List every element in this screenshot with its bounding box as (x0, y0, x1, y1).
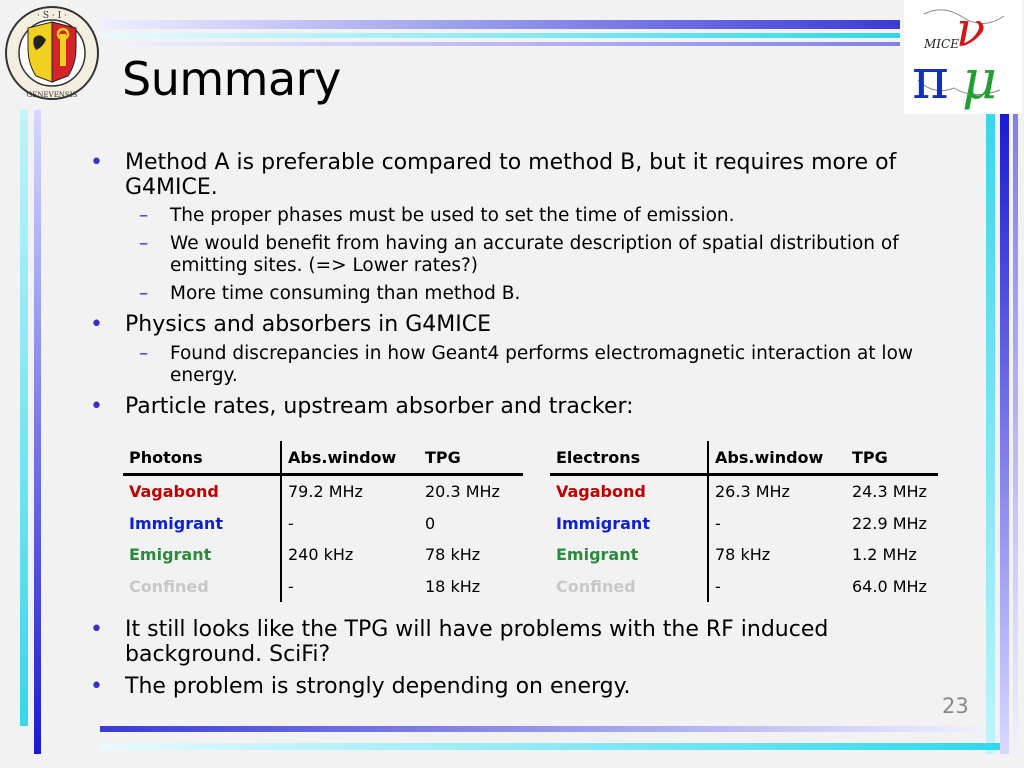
sub-bullet-text: We would benefit from having an accurate description of spatial distribution of emitting sites. (=> Lower rates?) (170, 233, 899, 276)
dash-icon: – (139, 233, 149, 254)
sub-bullet-item (90, 233, 950, 277)
svg-text:GENEVENSIS: GENEVENSIS (26, 91, 78, 99)
bullet-item (90, 674, 950, 699)
sub-bullet-item (90, 343, 950, 387)
table-cell: - (715, 513, 721, 533)
table-row (550, 508, 938, 540)
table-cell: 79.2 MHz (288, 482, 363, 502)
particle-class-label: Confined (550, 571, 708, 603)
bullet-icon: • (90, 617, 103, 642)
right-vertical-bar-3 (1013, 114, 1018, 754)
svg-text:π: π (912, 47, 949, 112)
photons-rates-table (123, 441, 523, 602)
particle-class-label: Vagabond (123, 475, 281, 508)
table-cell: - (288, 513, 294, 533)
bullet-text: Particle rates, upstream absorber and tracker: (125, 394, 634, 419)
table-cell: 24.3 MHz (852, 482, 927, 502)
bullet-item (90, 150, 950, 200)
table-cell: - (288, 576, 294, 596)
right-vertical-bar-2 (1000, 114, 1009, 754)
bullet-icon: • (90, 150, 103, 175)
table-row (550, 571, 938, 603)
bullet-icon: • (90, 674, 103, 699)
top-gradient-bar-2 (100, 33, 900, 38)
table-cell: - (715, 576, 721, 596)
page-number: 23 (942, 694, 969, 718)
left-vertical-bar-1 (20, 110, 28, 726)
table-header-row (550, 441, 938, 475)
table-cell: 0 (425, 513, 436, 533)
bottom-gradient-bar-1 (100, 726, 980, 732)
svg-text:· S · I ·: · S · I · (37, 11, 67, 21)
table-cell: 26.3 MHz (715, 482, 790, 502)
svg-text:ν: ν (956, 2, 986, 58)
bullet-list-lower (90, 617, 950, 699)
table-cell: 240 kHz (288, 545, 354, 565)
top-gradient-bar-3 (120, 42, 900, 46)
top-gradient-bar-1 (100, 20, 900, 29)
bullet-icon: • (90, 394, 103, 419)
bullet-item (90, 312, 950, 337)
bullet-list-upper (90, 150, 950, 419)
bullet-item (90, 394, 950, 419)
left-vertical-bar-2 (34, 110, 41, 754)
table-header-row (123, 441, 523, 475)
table-cell: 20.3 MHz (425, 482, 500, 502)
svg-text:μ: μ (962, 48, 998, 111)
table-cell: 1.2 MHz (852, 545, 917, 565)
svg-text:MICE: MICE (924, 37, 959, 51)
table-cell: 18 kHz (425, 576, 481, 596)
table-header-cell: Photons (123, 441, 281, 475)
particle-class-label: Confined (123, 571, 281, 603)
table-row (550, 539, 938, 571)
table-row (123, 475, 523, 508)
table-cell: 78 kHz (715, 545, 771, 565)
table-row (550, 475, 938, 508)
particle-class-label: Emigrant (550, 539, 708, 571)
sub-bullet-text: The proper phases must be used to set the time of emission. (170, 205, 735, 226)
particle-class-label: Emigrant (123, 539, 281, 571)
table-cell: 64.0 MHz (852, 576, 927, 596)
sub-bullet-text: More time consuming than method B. (170, 283, 521, 304)
electrons-rates-table (550, 441, 938, 602)
university-seal-logo (4, 4, 100, 102)
mice-logo (904, 0, 1022, 114)
particle-class-label: Immigrant (550, 508, 708, 540)
table-cell: 78 kHz (425, 545, 481, 565)
particle-class-label: Vagabond (550, 475, 708, 508)
bullet-icon: • (90, 312, 103, 337)
right-vertical-bar-1 (986, 114, 995, 754)
sub-bullet-text: Found discrepancies in how Geant4 performs electromagnetic interaction at low energy. (170, 343, 914, 386)
table-header-cell: Abs.window (281, 441, 419, 475)
dash-icon: – (139, 205, 149, 226)
sub-bullet-item (90, 283, 950, 305)
table-header-cell: TPG (419, 441, 523, 475)
table-header-cell: Electrons (550, 441, 708, 475)
dash-icon: – (139, 343, 149, 364)
sub-bullet-item (90, 205, 950, 227)
bullet-text: Method A is preferable compared to method B, but it requires more of G4MICE. (125, 150, 897, 200)
particle-class-label: Immigrant (123, 508, 281, 540)
bullet-text: Physics and absorbers in G4MICE (125, 312, 491, 337)
dash-icon: – (139, 283, 149, 304)
bullet-text: The problem is strongly depending on energy. (125, 674, 631, 699)
table-row (123, 571, 523, 603)
table-cell: 22.9 MHz (852, 513, 927, 533)
bottom-gradient-bar-2 (100, 743, 1000, 750)
table-header-cell: Abs.window (708, 441, 846, 475)
table-header-cell: TPG (846, 441, 938, 475)
table-row (123, 508, 523, 540)
table-row (123, 539, 523, 571)
bullet-item (90, 617, 950, 667)
bullet-text: It still looks like the TPG will have problems with the RF induced background. SciFi? (125, 617, 829, 667)
slide-title: Summary (122, 52, 341, 106)
